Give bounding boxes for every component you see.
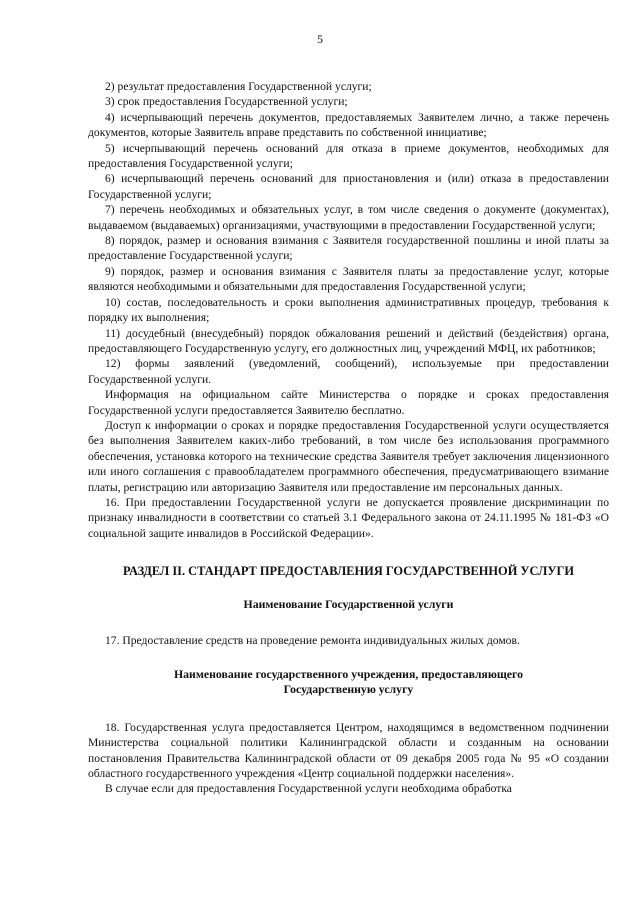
section-heading: РАЗДЕЛ II. СТАНДАРТ ПРЕДОСТАВЛЕНИЯ ГОСУДАРСТВЕННОЙ УСЛУГИ (122, 564, 575, 579)
list-item-4: 4) исчерпывающий перечень документов, предоставляемых Заявителем лично, а также перечень документов, которые Заявитель вправе представить по собственной инициативе; (88, 110, 609, 140)
paragraph-17: 17. Предоставление средств на проведение ремонта индивидуальных жилых домов. (105, 633, 520, 647)
subheading-institution-line2: Государственную услугу (283, 682, 414, 697)
list-item-8: 8) порядок, размер и основания взимания с Заявителя государственной пошлины и иной платы за предоставление Государственной услуги; (88, 234, 609, 263)
document-body (88, 79, 609, 797)
page-number: 5 (317, 32, 323, 46)
paragraph-18: 18. Государственная услуга предоставляется Центром, находящимся в ведомственном подчинении Министерства социальной политики Калининградской области и созданным на основании постановления Правительства Калининградской области от 09 декабря 2005 года № 95 «О создании областного государственного учреждения «Центр социальной поддержки населения». (88, 720, 609, 781)
paragraph-16: 16. При предоставлении Государственной услуги не допускается проявление дискриминации по признаку инвалидности в соответствии со статьей 3.1 Федерального закона от 24.11.1995 № 181-ФЗ «О социальной защите инвалидов в Российской Федерации». (88, 495, 609, 540)
paragraph-access: Доступ к информации о сроках и порядке предоставления Государственной услуги осуществляется без выполнения Заявителем каких-либо требований, в том числе без использования программного обеспечения, установка которого на технические средства Заявителя требует заключения лицензионного или иного соглашения с правообладателем программного обеспечения, предусматривающего взимание платы, регистрацию или авторизацию Заявителя или предоставление им персональных данных. (88, 418, 609, 494)
paragraph-info: Информация на официальном сайте Министерства о порядке и сроках предоставления Государственной услуги предоставляется Заявителю бесплатно. (88, 388, 609, 417)
list-item-5: 5) исчерпывающий перечень оснований для отказа в приеме документов, необходимых для предоставления Государственной услуги; (88, 141, 609, 171)
list-item-7: 7) перечень необходимых и обязательных услуг, в том числе сведения о документе (документах), выдаваемом (выдаваемых) организациями, участвующими в предоставлении Государственной услуги; (88, 203, 609, 232)
list-item-2: 2) результат предоставления Государственной услуги; (105, 80, 372, 93)
list-item-10: 10) состав, последовательность и сроки выполнения административных процедур, требования к порядку их выполнения; (88, 295, 609, 325)
list-item-11: 11) досудебный (внесудебный) порядок обжалования решений и действий (бездействия) органа, предоставляющего Государственную услугу, его должностных лиц, учреждений МФЦ, их работников; (88, 326, 609, 355)
list-item-9: 9) порядок, размер и основания взимания с Заявителя платы за предоставление услуг, которые являются необходимыми и обязательными для предоставления Государственной услуги; (88, 264, 609, 294)
list-item-6: 6) исчерпывающий перечень оснований для приостановления и (или) отказа в предоставлении Государственной услуги; (88, 172, 609, 201)
paragraph-last: В случае если для предоставления Государственной услуги необходима обработка (105, 782, 512, 796)
list-item-3: 3) срок предоставления Государственной услуги; (105, 95, 348, 109)
subheading-institution-line1: Наименование государственного учреждения, предоставляющего (173, 667, 523, 681)
subheading-service-name: Наименование Государственной услуги (243, 597, 454, 612)
list-item-12: 12) формы заявлений (уведомлений, сообщений), используемые при предоставлении Государственной услуги. (88, 357, 609, 386)
